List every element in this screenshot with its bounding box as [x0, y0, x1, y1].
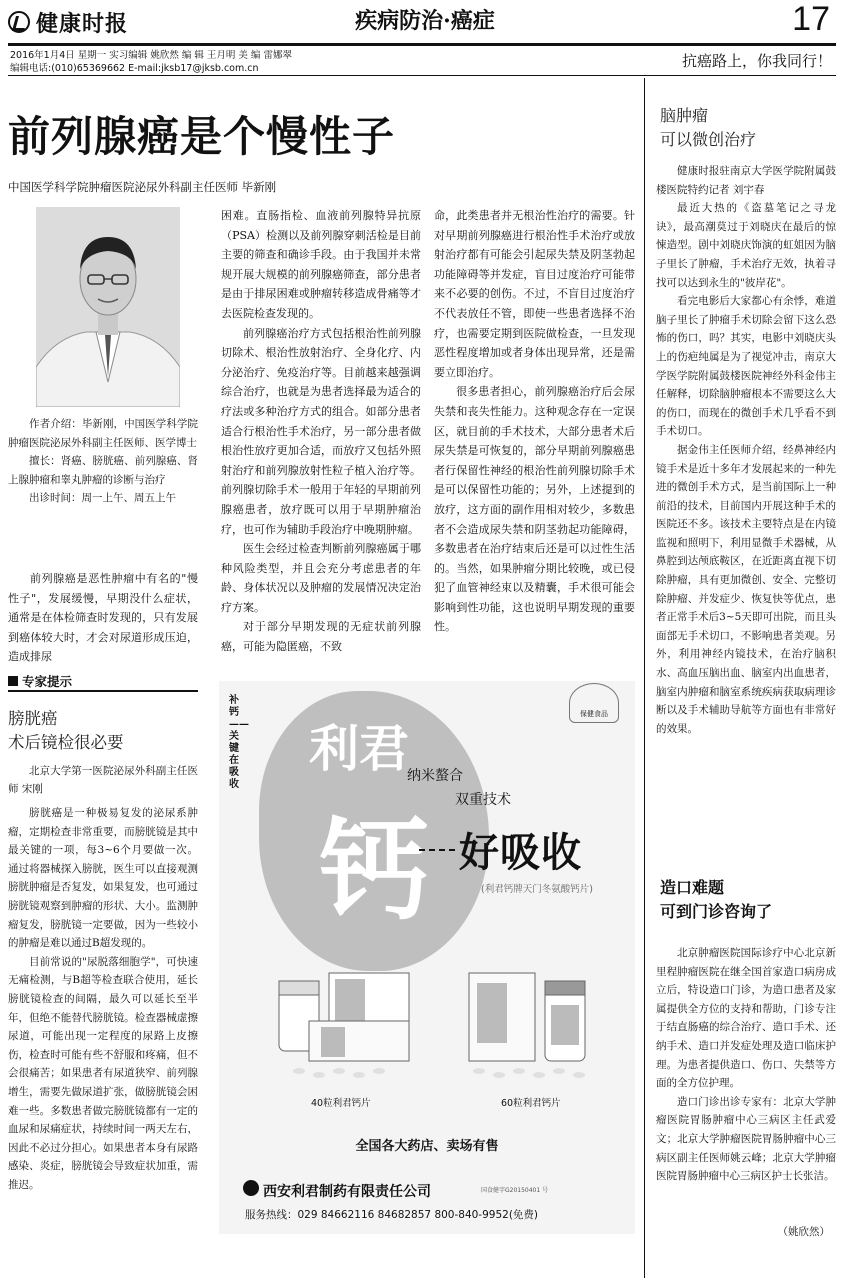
article-column-1	[8, 569, 198, 667]
header-rule-thin	[8, 75, 836, 76]
paragraph: 膀胱癌是一种极易复发的泌尿系肿瘤，定期检查非常重要，而膀胱镜是其中最关键的一项，每3~6个月要做一次。通过将器械探入膀胱，医生可以直接观测膀胱肿瘤是否复发，如果复发，也可通过膀胱镜观察到肿瘤的形状、大小。监测肿瘤复发，膀胱镜一定要做，因为一些较小的肿瘤是难以通过B超发现的。	[8, 807, 198, 950]
ad-vertical-slogan: 补钙——关键在吸收	[229, 695, 249, 790]
expert-section-bar	[8, 672, 198, 692]
main-headline: 前列腺癌是个慢性子	[8, 112, 396, 161]
expert-title-line1: 膀胱癌	[8, 709, 58, 728]
paragraph: 北京肿瘤医院国际诊疗中心北京新里程肿瘤医院在继全国首家造口病房成立后，特设造口门诊，为造口患者及家属提供全方位的支持和帮助，门诊专注于结直肠癌的综合治疗、造口手术、还纳手术、造口并发症处理及造口临床护理。为患者提供造口、伤口、失禁等方面的全方位护理。	[656, 947, 836, 1090]
paragraph: 目前常说的"尿脱落细胞学"，可快速无痛检测，与B超等检查联合使用，延长膀胱镜检查的间隔，最久可以延长至半年，但绝不能替代膀胱镜。检查器械虚擦尿道，可能出现一定程度的尿路上皮擦伤，检查时可能有些不舒服和疼痛，但不会很痛苦；如果患者有尿道狭窄、前列腺增生，需要先做尿道扩张，做膀胱镜会困难一些。多数患者做完膀胱镜都有一定的血尿和尿痛症状，持续时间一两天左右，因此不必过分担心。如果患者本身有尿路感染、炎症，膀胱镜会导致症状加重，需推迟。	[8, 955, 198, 1191]
paragraph: 前列腺癌是恶性肿瘤中有名的"慢性子"，发展缓慢，早期没什么症状，通常是在体检筛查时发现的，只有发展到癌体较大时，才会对尿道形成压迫，造成排尿	[8, 572, 198, 664]
author-specialty: 擅长：肾癌、膀胱癌、前列腺癌、肾上腺肿瘤和睾丸肿瘤的诊断与治疗	[8, 455, 198, 486]
paragraph: 健康时报驻南京大学医学院附属鼓楼医院特约记者 刘宇春	[656, 165, 836, 196]
title-line1: 造口难题	[660, 878, 725, 897]
paragraph: 前列腺癌治疗方式包括根治性前列腺切除术、根治性放射治疗、全身化疗、内分泌治疗、免疫治疗等。目前越来越强调综合治疗，也就是为患者选择最为适合的疗法或多种治疗方式的组合。如部分患者适合行根治性手术治疗，另一部分患者做根治性放疗更加合适，而放疗又包括外照射治疗和前列腺放射性粒子植入治疗等。前列腺切除手术一般用于年轻的早期前列腺癌患者，放疗既可以用于早期肿瘤治疗，也可作为辅助手段治疗中晚期肿瘤。	[221, 326, 421, 536]
stoma-title	[660, 876, 835, 924]
brain-tumor-title	[660, 104, 835, 152]
expert-section-label: 专家提示	[22, 674, 73, 689]
logo-text: 健康时报	[36, 10, 129, 37]
ad-product-fullname: (利君钙牌天门冬氨酸钙片)	[481, 884, 593, 895]
paragraph: 困难。直肠指检、血液前列腺特异抗原（PSA）检测以及前列腺穿刺活检是目前主要的筛查和确诊手段。由于我国并未常规开展大规模的前列腺癌筛查，部分患者是由于排尿困难或肿瘤转移造成骨痛等才去医院检查发现的。	[221, 209, 421, 320]
ad-tech-2: 双重技术	[455, 792, 511, 808]
page-slogan: 抗癌路上，你我同行！	[681, 52, 832, 70]
paragraph: 看完电影后大家都心有余悸，难道脑子里长了肿瘤手术切除会留下这么恐怖的伤口，吗？其实，电影中刘晓庆头上的伤疤纯属是为了视觉冲击，南京大学医学院附属鼓楼医院神经外科金伟主任解释，切除脑肿瘤根本不需要这么大的伤口，而现在的微创手术几乎看不到手术切口。	[656, 295, 836, 438]
paragraph: 最近大热的《盗墓笔记之寻龙诀》，最高潮莫过于刘晓庆在最后的惊悚造型。剧中刘晓庆饰演的虹姐因为脑子里长了肿瘤，手术治疗无效，执着寻找可以达到永生的"彼岸花"。	[656, 202, 836, 289]
newspaper-logo	[8, 6, 138, 38]
ad-availability: 全国各大药店、卖场有售	[355, 1139, 499, 1154]
product-40-caption: 40粒利君钙片	[311, 1098, 371, 1109]
ad-hotline: 服务热线：029 84662116 84682857 800-840-9952(免费)	[245, 1209, 539, 1221]
column-divider	[644, 78, 645, 1278]
title-line2: 可以微创治疗	[660, 130, 757, 149]
ad-company: 西安利君制药有限责任公司	[263, 1184, 431, 1200]
section-title: 疾病防治·癌症	[355, 8, 495, 34]
paragraph: 命，此类患者并无根治性治疗的需要。针对早期前列腺癌进行根治性手术治疗或放射治疗都有可能会引起尿失禁及阴茎勃起功能障碍等并发症，盲目过度治疗可能带来不必要的创伤。不过，不盲目过度治疗不代表放任不管，即使一些患者选择不治疗，也需要定期到医院做检查，一旦发现恶性程度增加或者身体出现异常，还是需要立即治疗。	[434, 209, 635, 379]
expert-body	[8, 804, 198, 1194]
editor-signature: （姚欣然）	[777, 1226, 830, 1238]
main-byline: 中国医学科学院肿瘤医院泌尿外科副主任医师 毕新刚	[8, 180, 277, 194]
stoma-article	[656, 944, 836, 1186]
ad-brand-name: 利君	[309, 719, 409, 778]
product-box-40-icon	[269, 971, 419, 1081]
title-line1: 脑肿瘤	[660, 106, 709, 125]
editor-credits: 2016年1月4日 星期一 实习编辑 姚欣然 编 辑 王月明 美 编 雷娜翠	[10, 50, 292, 61]
title-line2: 可到门诊咨询了	[660, 902, 773, 921]
article-column-3	[434, 206, 635, 637]
expert-byline-text: 北京大学第一医院泌尿外科副主任医师 宋刚	[8, 765, 198, 795]
page-number: 17	[792, 0, 830, 38]
author-photo	[36, 207, 180, 407]
paragraph: 很多患者担心，前列腺癌治疗后会尿失禁和丧失性能力。这种观念存在一定误区，就目前的手术技术，大部分患者术后尿失禁是可恢复的，部分早期前列腺癌患者行保留性神经的根治性前列腺切除手术是可以保留性功能的；另外，上述提到的放疗，这方面的副作用相对较少，多数患者不会造成尿失禁和阴茎勃起功能障碍，多数患者在治疗结束后还是可以过性生活的。当然，如果肿瘤分期比较晚，或已侵犯了血管神经束以及精囊，手术很可能会影响到性功能，这也说明早期发现的重要性。	[434, 385, 635, 634]
editor-contact: 编辑电话:(010)65369662 E-mail:jksb17@jksb.com.cn	[10, 63, 259, 74]
paragraph: 造口门诊出诊专家有：北京大学肿瘤医院胃肠肿瘤中心三病区主任武爱文；北京大学肿瘤医院胃肠肿瘤中心三病区副主任医师姚云峰；北京大学肿瘤医院胃肠肿瘤中心三病区护士长张洁。	[656, 1095, 836, 1183]
author-info	[8, 415, 198, 508]
product-60-caption: 60粒利君钙片	[501, 1098, 561, 1109]
brain-tumor-article	[656, 162, 836, 738]
header-rule	[8, 43, 836, 46]
ad-slogan: 好吸收	[459, 830, 582, 876]
advertisement	[219, 681, 635, 1234]
author-clinic-hours: 出诊时间：周一上午、周五上午	[29, 492, 176, 505]
paragraph: 据金伟主任医师介绍，经鼻神经内镜手术是近十多年才发展起来的一种先进的微创手术方式，是当前国际上一种前沿的技术，目前国内开展这种手术的医院还不多。该技术主要特点是在内镜监视和照明下，利用显微手术器械，从鼻腔到达颅底鞍区，在近距离直视下切除肿瘤，具有更加微创、安全、完整切除肿瘤、并发症少、恢复快等优点，患者正常手术后3~5天即可出院，而且头面部无手术切口，不影响患者美观。另外，利用神经内镜技术，在治疗脑积水、高血压脑出血、脑室内出血患者，脑室内肿瘤和脑室系统疾病获取病理诊断以及手术辅助导航等方面也有非常好的效果。	[656, 443, 836, 735]
square-bullet-icon	[8, 676, 18, 686]
health-food-seal-icon	[569, 683, 619, 723]
article-column-2	[221, 206, 421, 657]
seal-text: 保健食品	[580, 710, 608, 718]
author-portrait-icon	[36, 207, 180, 407]
ad-tech-1: 纳米螯合	[407, 768, 463, 784]
company-logo-icon	[243, 1180, 259, 1196]
ad-registration-no: 国食健字G20150401 号	[481, 1187, 549, 1194]
ad-big-char: 钙	[319, 806, 429, 935]
product-box-60-icon	[459, 971, 599, 1081]
logo-mark-icon	[8, 11, 30, 33]
expert-title	[8, 707, 208, 755]
expert-byline	[8, 762, 198, 798]
author-intro: 作者介绍：毕新刚，中国医学科学院肿瘤医院泌尿外科副主任医师、医学博士	[8, 418, 198, 449]
ad-dash-divider	[419, 849, 455, 851]
expert-title-line2: 术后镜检很必要	[8, 733, 124, 752]
paragraph: 对于部分早期发现的无症状前列腺癌，可能为隐匿癌，不致	[221, 620, 421, 654]
paragraph: 医生会经过检查判断前列腺癌属于哪种风险类型，并且会充分考虑患者的年龄、身体状况以及肿瘤的发展情况决定治疗方案。	[221, 542, 421, 614]
